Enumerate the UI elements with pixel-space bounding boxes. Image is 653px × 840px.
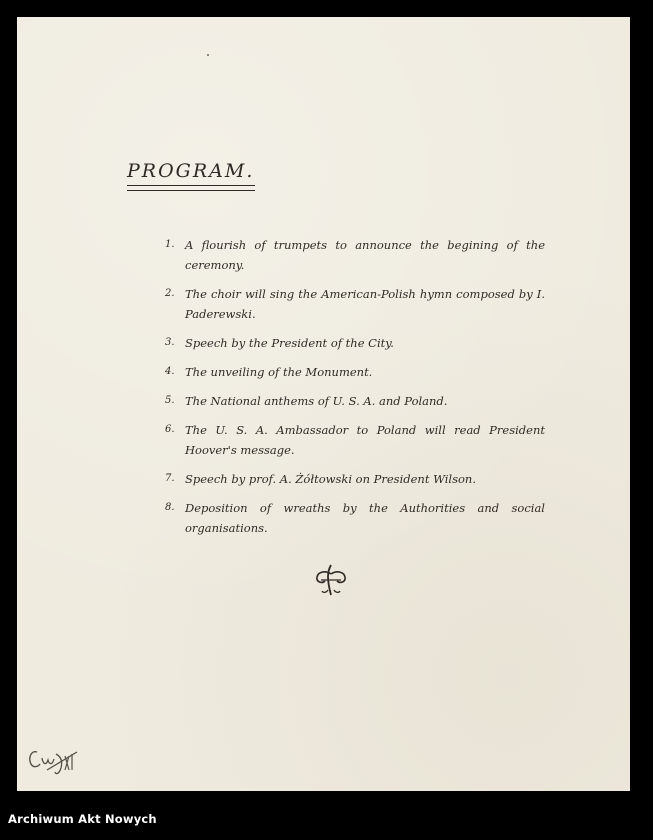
program-title: PROGRAM. [127, 160, 255, 182]
program-item [165, 420, 545, 460]
document-page [17, 17, 630, 791]
program-item [165, 469, 545, 489]
item-text: A flourish of trumpets to announce the begining of the ceremony. [185, 238, 545, 272]
item-number: 4. [165, 366, 175, 377]
program-list [165, 235, 545, 547]
item-number: 8. [165, 502, 175, 513]
item-number: 6. [165, 424, 175, 435]
program-item [165, 333, 545, 353]
program-item [165, 362, 545, 382]
program-item [165, 235, 545, 275]
item-number: 2. [165, 288, 175, 299]
program-item [165, 391, 545, 411]
item-text: Speech by the President of the City. [185, 336, 394, 350]
item-text: Deposition of wreaths by the Authorities and social organisations. [185, 501, 545, 535]
title-double-underline [127, 185, 255, 191]
item-number: 3. [165, 337, 175, 348]
item-text: The National anthems of U. S. A. and Poland. [185, 394, 448, 408]
item-number: 5. [165, 395, 175, 406]
item-number: 1. [165, 239, 175, 250]
item-text: The U. S. A. Ambassador to Poland will read President Hoover's message. [185, 423, 545, 457]
paper-speck [207, 54, 209, 56]
pencil-archive-mark-icon [25, 744, 81, 778]
item-number: 7. [165, 473, 175, 484]
program-item [165, 284, 545, 324]
item-text: The choir will sing the American-Polish hymn composed by I. Paderewski. [185, 287, 545, 321]
item-text: The unveiling of the Monument. [185, 365, 373, 379]
fleuron-ornament-icon [313, 562, 349, 598]
item-text: Speech by prof. A. Żółtowski on President Wilson. [185, 472, 476, 486]
archive-label: Archiwum Akt Nowych [8, 812, 157, 826]
program-item [165, 498, 545, 538]
